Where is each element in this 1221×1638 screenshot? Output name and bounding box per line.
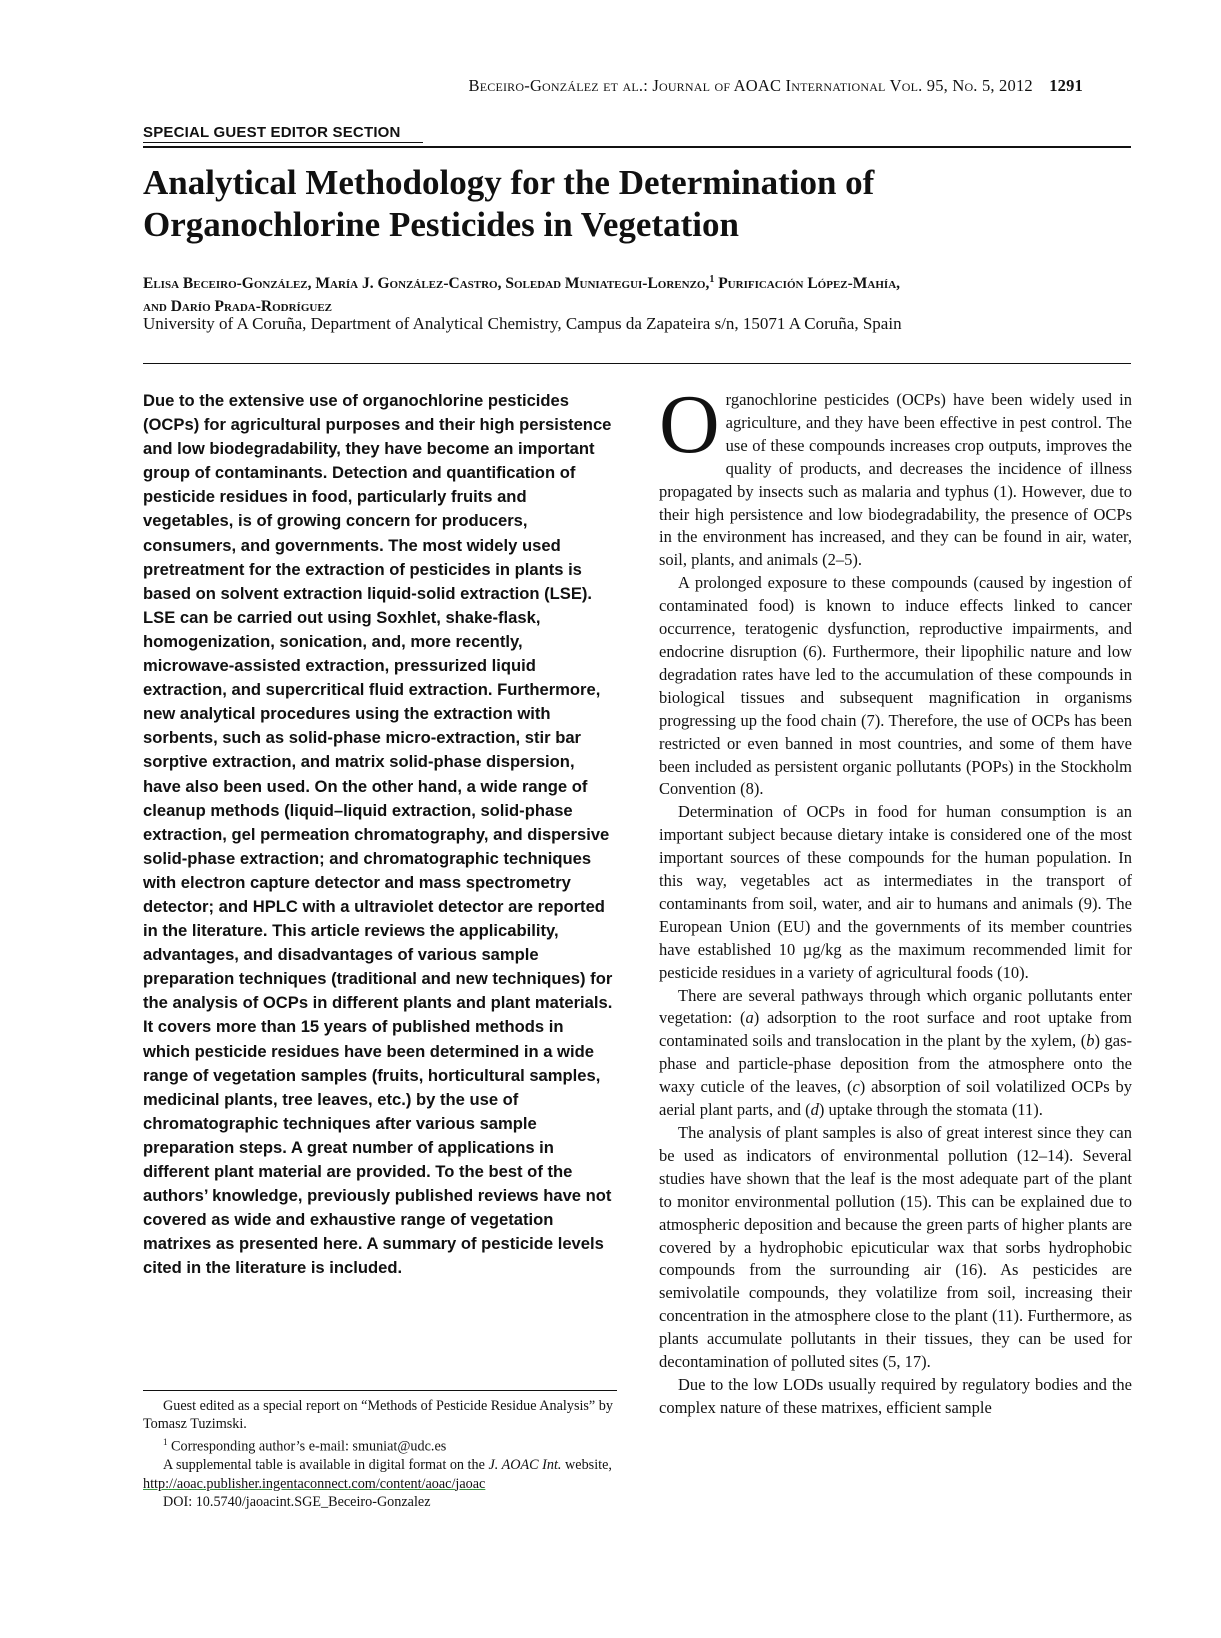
header-rule	[143, 363, 1131, 364]
page-number: 1291	[1049, 76, 1083, 95]
running-head-authors: Beceiro-González et al.	[468, 76, 644, 95]
article-title	[143, 162, 1123, 246]
footnote-journal-name: J. AOAC Int.	[488, 1457, 562, 1474]
authors-line-1a: Elisa Beceiro-González, María J. González-Castro, Soledad Muniategui-Lorenzo,	[143, 275, 710, 293]
body-paragraph-5: The analysis of plant samples is also of great interest since they can be used as indicators of environmental pollution (12–14). Several studies have shown that the leaf is the most adequate part of the plant to monitor environmental pollution (15). This can be explained due to atmospheric deposition and because the green parts of higher plants are covered by a hydrophobic epicuticular wax that sorbs hydrophobic compounds from the surrounding air (16). As pesticides are semivolatile compounds, they volatilize from soil, increasing their concentration in the atmosphere close to the plant (11). Furthermore, as plants accumulate pollutants in their tissues, they can be used for decontamination of polluted sites (5, 17).	[659, 1123, 1132, 1372]
footnote-corresponding-text: Corresponding author’s e-mail: smuniat@udc.es	[171, 1439, 447, 1456]
footnote-mark: 1	[163, 1437, 168, 1448]
body-paragraph-4	[659, 985, 1132, 1122]
supplemental-link[interactable]: http://aoac.publisher.ingentaconnect.com/content/aoac/jaoac	[143, 1475, 486, 1492]
p4-text-c: ) gas-phase and particle-phase deposition from the atmosphere onto the waxy cuticle of the leaves, (	[659, 1031, 1132, 1097]
section-label: SPECIAL GUEST EDITOR SECTION	[143, 124, 401, 141]
abstract: Due to the extensive use of organochlorine pesticides (OCPs) for agricultural purposes and their high persistence and low biodegradability, they have become an important group of contaminants. Detection and quantification of pesticide residues in food, particularly fruits and vegetables, is of growing concern for producers, consumers, and governments. The most widely used pretreatment for the extraction of pesticides in plants is based on solvent extraction liquid-solid extraction (LSE). LSE can be carried out using Soxhlet, shake-flask, homogenization, sonication, and, more recently, microwave-assisted extraction, pressurized liquid extraction, and supercritical fluid extraction. Furthermore, new analytical procedures using the extraction with sorbents, such as solid-phase micro-extraction, stir bar sorptive extraction, and matrix solid-phase dispersion, have also been used. On the other hand, a wide range of cleanup methods (liquid–liquid extraction, solid-phase extraction, gel permeation chromatography, and dispersive solid-phase extraction; and chromatographic techniques with electron capture detector and mass spectrometry detector; and HPLC with a ultraviolet detector are reported in the literature. This article reviews the applicability, advantages, and disadvantages of various sample preparation techniques (traditional and new techniques) for the analysis of OCPs in different plants and plant materials. It covers more than 15 years of published methods in which pesticide residues have been determined in a wide range of vegetation samples (fruits, horticultural samples, medicinal plants, tree leaves, etc.) by the use of chromatographic techniques after various sample preparation steps. A great number of applications in different plant material are provided. To the best of the authors’ knowledge, previously published reviews have not covered as wide and exhaustive range of vegetation matrixes as presented here. A summary of pesticide levels cited in the literature is included.	[143, 391, 613, 1278]
author-list	[143, 268, 1133, 318]
body-paragraph-2: A prolonged exposure to these compounds (caused by ingestion of contaminated food) is known to induce effects linked to cancer occurrence, teratogenic dysfunction, reproductive impairments, and endocrine disruption (6). Furthermore, their lipophilic nature and low degradation rates have led to the accumulation of these compounds in biological tissues and subsequent magnification in organisms progressing up the food chain (7). Therefore, the use of OCPs has been restricted or even banned in most countries, and some of them have been included as persistent organic pollutants (POPs) in the Stockholm Convention (8).	[659, 573, 1132, 799]
body-paragraph-1	[659, 378, 1132, 572]
body-text	[659, 378, 1132, 1420]
drop-cap: O	[659, 378, 720, 471]
footnotes	[143, 1397, 617, 1511]
authors-line-1b: Purificación López-Mahía,	[718, 275, 901, 293]
body-paragraph-1-text: rganochlorine pesticides (OCPs) have been widely used in agriculture, and they have been effective in pest control. The use of these compounds increases crop outputs, improves the quality of products, and decreases the incidence of illness propagated by insects such as malaria and typhus (1). However, due to their high persistence and low biodegradability, the presence of OCPs in the environment has increased, and they can be found in air, water, soil, plants, and animals (2–5).	[659, 390, 1132, 570]
footnote-guest-edited: Guest edited as a special report on “Methods of Pesticide Residue Analysis” by Tomasz Tuzimski.	[143, 1398, 613, 1433]
p4-item-c: c	[852, 1077, 860, 1097]
title-line-2: Organochlorine Pesticides in Vegetation	[143, 205, 739, 244]
p4-text-e: ) uptake through the stomata (11).	[818, 1100, 1043, 1120]
footnote-corresponding	[143, 1433, 617, 1456]
running-head-journal: Journal of AOAC International Vol. 95, No. 5, 2012	[652, 76, 1033, 95]
corresponding-author-mark: 1	[709, 274, 715, 285]
p4-text-d: ) absorption of soil volatilized OCPs by aerial plant parts, and (	[659, 1077, 1132, 1120]
body-paragraph-6: Due to the low LODs usually required by regulatory bodies and the complex nature of these matrixes, efficient sample	[659, 1374, 1132, 1417]
footnote-doi: DOI: 10.5740/jaoacint.SGE_Beceiro-Gonzalez	[163, 1493, 431, 1510]
section-label-underline	[143, 142, 423, 143]
title-line-1: Analytical Methodology for the Determination of	[143, 163, 875, 202]
p4-item-a: a	[745, 1008, 754, 1028]
footnote-rule	[143, 1390, 617, 1391]
footnote-supplemental	[143, 1456, 617, 1492]
p4-text-a: There are several pathways through which organic pollutants enter vegetation: (	[659, 985, 1132, 1028]
p4-item-d: d	[810, 1100, 819, 1120]
p4-text-b: ) adsorption to the root surface and root uptake from contaminated soils and translocation in the plant by the xylem, (	[659, 1008, 1132, 1051]
section-rule	[143, 146, 1131, 148]
affiliation: University of A Coruña, Department of Analytical Chemistry, Campus da Zapateira s/n, 15071 A Coruña, Spain	[143, 314, 902, 333]
authors-line-2: and Darío Prada-Rodríguez	[143, 298, 332, 316]
footnote-supplemental-text-a: A supplemental table is available in digital format on the	[163, 1457, 485, 1474]
footnote-supplemental-text-b: website,	[565, 1457, 612, 1474]
running-head: Beceiro-González et al.: Journal of AOAC International Vol. 95, No. 5, 2012 1291	[468, 76, 1083, 95]
p4-item-b: b	[1086, 1031, 1095, 1051]
body-paragraph-3: Determination of OCPs in food for human consumption is an important subject because dietary intake is considered one of the most important sources of these compounds for the human population. In this way, vegetables act as intermediates in the transport of contaminants from soil, water, and air to humans and animals (9). The European Union (EU) and the governments of its member countries have established 10 µg/kg as the maximum recommended limit for pesticide residues in a variety of agricultural foods (10).	[659, 802, 1132, 982]
